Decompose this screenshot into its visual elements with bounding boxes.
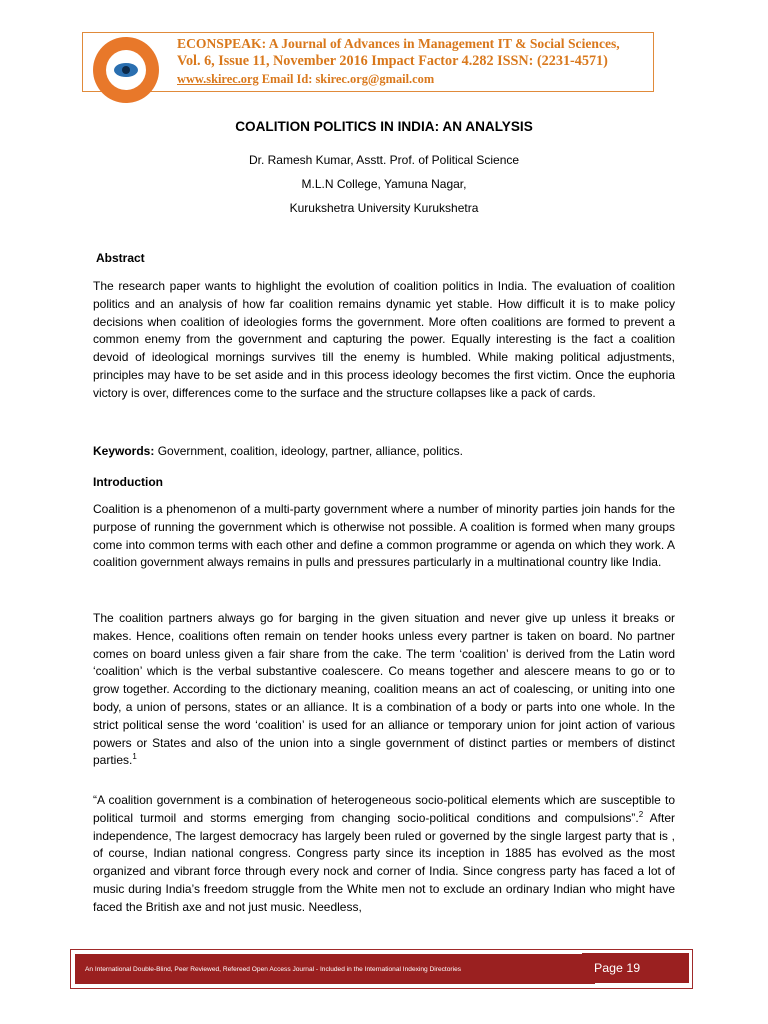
keywords-label: Keywords: <box>93 444 155 458</box>
intro-paragraph-3: “A coalition government is a combination of heterogeneous socio-political elements which are susceptible to political turmoil and storms emerging from changing socio-political conditions and compulsions”.$^2$ After independence, The largest democracy has largely been ruled or governed by the single largest party that is , of course, Indian national congress. Congress party since its inception in 1885 has evolved as the most organized and vibrant force through every nock and corner of India. Since congress party has faced a lot of music during India’s freedom struggle from the White men not to exclude an ordinary Indian who might have faced the British axe and not just music. Needless, <box>93 793 675 914</box>
intro-paragraph-2: The coalition partners always go for barging in the given situation and never give up unless it breaks or makes. Hence, coalitions often remain on tender hooks unless every partner is taken on board. No partner comes on board unless given a fair share from the cake. The term ‘coalition’ is derived from the Latin word ‘coalition’ which is the verbal substantive coalescere. Co means together and alescere means to go or to grow together. According to the dictionary meaning, coalition means an act of coalescing, or uniting into one body, a union of persons, states or an alliance. It is a combination of a body or parts into one whole. In the strict political sense the word ‘coalition’ is used for an alliance or temporary union for joint action of various powers or States and also of the union into a single government of distinct parties or members of distinct parties.$^1$ <box>93 611 675 768</box>
footer-note: An International Double-Blind, Peer Reviewed, Refereed Open Access Journal - Included in the International Indexing Directories <box>75 954 595 984</box>
keywords-text: Government, coalition, ideology, partner, alliance, politics. <box>154 444 463 458</box>
email-text: Email Id: skirec.org@gmail.com <box>258 72 435 86</box>
journal-contact <box>177 71 647 87</box>
author-line-1: Dr. Ramesh Kumar, Asstt. Prof. of Political Science <box>248 153 520 167</box>
author-line-2: M.L.N College, Yamuna Nagar, <box>301 177 467 191</box>
intro-paragraph-1: Coalition is a phenomenon of a multi-party government where a number of minority parties join hands for the purpose of running the government which is otherwise not possible. A coalition is formed when many groups come into common terms with each other and define a common programme or agenda on which they work. A coalition government always remains in pulls and pressures particularly in a multinational country like India. <box>93 502 675 570</box>
footnote-ref-2: 2 <box>638 809 644 819</box>
website-link[interactable]: www.skirec.org <box>177 72 259 86</box>
journal-name: ECONSPEAK: A Journal of Advances in Management IT & Social Sciences, <box>177 36 620 51</box>
keywords <box>93 443 675 461</box>
author-line-3: Kurukshetra University Kurukshetra <box>289 201 479 215</box>
journal-header <box>82 32 654 92</box>
page-number: Page 19 <box>582 953 689 983</box>
eye-logo-icon <box>93 37 159 103</box>
footnote-ref-1: 1 <box>132 752 137 762</box>
paper-title: COALITION POLITICS IN INDIA: AN ANALYSIS <box>235 119 533 134</box>
journal-header-text <box>177 35 647 87</box>
journal-volume: Vol. 6, Issue 11, November 2016 Impact Factor 4.282 ISSN: (2231-4571) <box>177 53 608 69</box>
abstract-text: The research paper wants to highlight the evolution of coalition politics in India. The evaluation of coalition politics and an analysis of how far coalition remains dynamic yet stable. How difficult it is to make policy decisions when coalition of ideologies forms the government. More often coalitions are formed to prevent a common enemy from the government and capturing the power. Equally interesting is the fact a coalition devoid of ideological mornings survives till the enemy is humbled. While making political adjustments, principles may have to be set aside and in this process ideology becomes the first victim. Once the euphoria victory is over, differences come to the surface and the structure collapses like a pack of cards. <box>93 279 675 400</box>
introduction-heading: Introduction <box>93 475 163 489</box>
abstract-heading: Abstract <box>96 251 145 265</box>
